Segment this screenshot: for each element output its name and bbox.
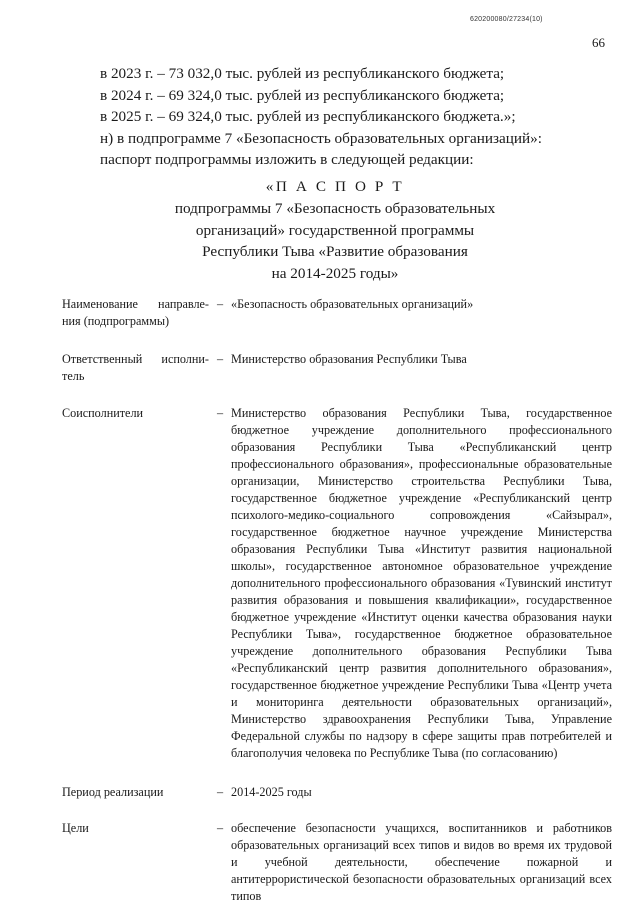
intro-line: в 2024 г. – 69 324,0 тыс. рублей из республиканского бюджета;	[100, 86, 505, 104]
row-value: «Безопасность образовательных организаций»	[231, 297, 474, 311]
row-label: Соисполнители	[62, 406, 144, 420]
passport-row-coexecutors	[62, 405, 612, 762]
row-dash: –	[216, 297, 224, 311]
row-value: 2014-2025 годы	[231, 785, 312, 799]
row-label: Наименование направле-ния (подпрограммы)	[62, 297, 209, 328]
intro-line: в 2023 г. – 73 032,0 тыс. рублей из республиканского бюджета;	[100, 65, 505, 82]
passport-subtitle-line: Республики Тыва «Развитие образования	[202, 243, 468, 261]
row-label: Ответственный исполни-тель	[62, 352, 209, 383]
row-value: обеспечение безопасности учащихся, воспитанников и работников образовательных организаций всех типов и видов во время их трудовой и учебной деятельности, обеспечение пожарной и антитеррористической безопасности образовательных организаций всех типов	[231, 821, 612, 903]
row-value: Министерство образования Республики Тыва	[231, 352, 467, 366]
intro-line: в 2025 г. – 69 324,0 тыс. рублей из республиканского бюджета.»;	[100, 108, 516, 125]
page-number: 66	[592, 35, 605, 50]
passport-table	[62, 296, 612, 905]
passport-row-period	[62, 784, 612, 801]
passport-subtitle-line: подпрограммы 7 «Безопасность образовательных	[174, 199, 496, 217]
intro-paragraph	[100, 63, 580, 171]
passport-subtitle-line: организаций» государственной программы	[195, 221, 475, 239]
row-dash: –	[216, 406, 224, 420]
passport-title: «П А С П О Р Т	[265, 178, 405, 195]
intro-line: паспорт подпрограммы изложить в следующей редакции:	[100, 151, 474, 168]
passport-row-name	[62, 296, 612, 330]
passport-row-executor	[62, 351, 612, 385]
passport-row-goals	[62, 820, 612, 905]
row-label: Цели	[62, 821, 89, 835]
row-label: Период реализации	[62, 785, 164, 799]
passport-heading	[100, 176, 570, 285]
row-dash: –	[216, 352, 224, 366]
document-stamp: 620200080/27234(10)	[470, 16, 543, 23]
intro-line: н) в подпрограмме 7 «Безопасность образовательных организаций»:	[100, 129, 542, 147]
row-value: Министерство образования Республики Тыва, государственное бюджетное учреждение дополнительного профессионального образования Республики Тыва «Республиканский центр профессионального образования», профессиональные образовательные организации, Министерство строительства Республики Тыва, государственное бюджетное учреждение «Республиканский центр психолого-медико-социального сопровождения «Сайзырал», государственное бюджетное научное учреждение Министерства образования Республики Тыва «Институт развития национальной школы», государственное автономное образовательное учреждение дополнительного профессионального образования «Тувинский институт развития образования и повышения квалификации», государственное бюджетное учреждение «Институт оценки качества образования науки Республики Тыва», государственное бюджетное образовательное учреждение дополнительного образования Республики Тыва «Республиканский центр развития дополнительного образования», государственное бюджетное учреждение Республики Тыва «Центр учета и мониторинга деятельности образовательных организаций», Министерство здравоохранения Республики Тыва, Управление Федеральной службы по надзору в сфере защиты прав потребителей и благополучия человека по Республике Тыва (по согласованию)	[231, 406, 612, 760]
row-dash: –	[216, 821, 224, 835]
row-dash: –	[216, 785, 224, 799]
passport-subtitle-line: на 2014-2025 годы»	[271, 265, 399, 283]
